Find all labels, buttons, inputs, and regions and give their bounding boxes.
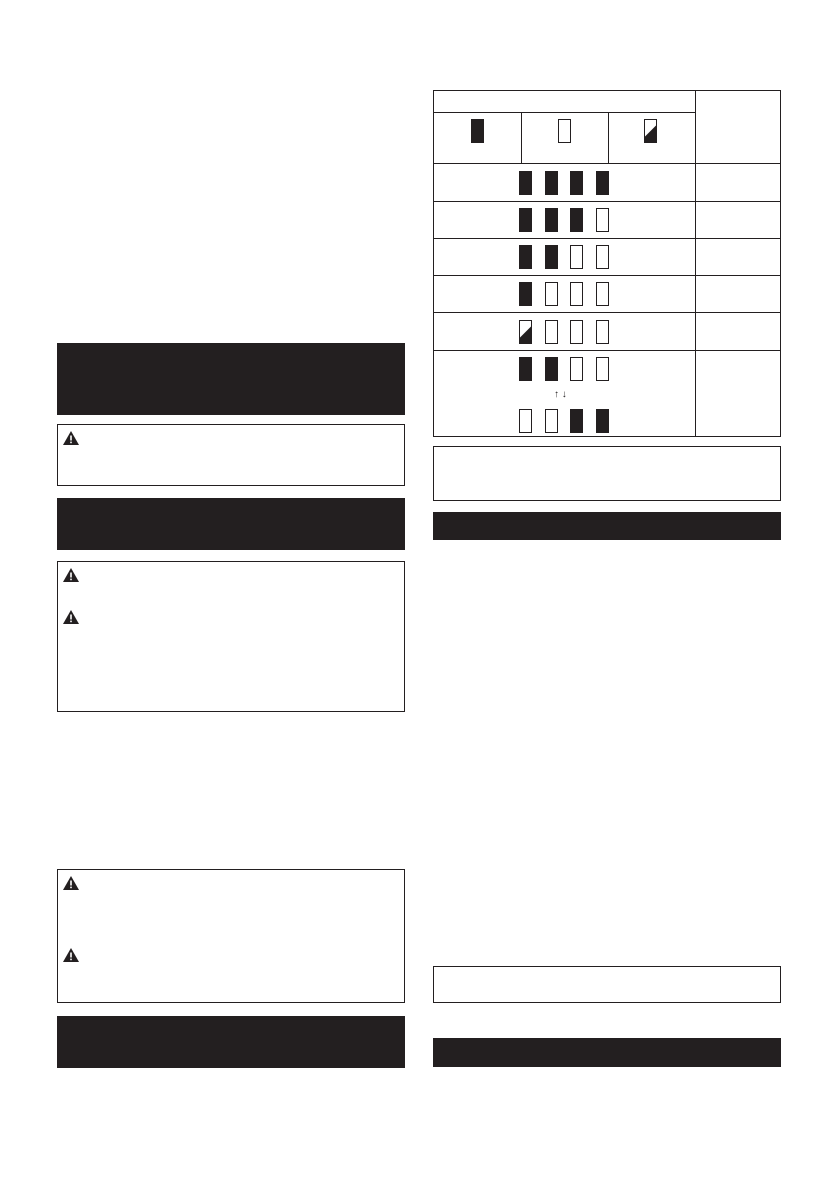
- indicator-segment-off: [570, 320, 583, 344]
- indicator-segment-lit: [519, 171, 532, 195]
- indicator-segment-off: [596, 282, 609, 306]
- indicator-segment-lit: [570, 171, 583, 195]
- legend-off-icon: [558, 119, 571, 143]
- indicator-segment-lit: [519, 208, 532, 232]
- indicator-segment-lit: [596, 171, 609, 195]
- indicator-segment-off: [596, 357, 609, 381]
- caution-box-2: [57, 561, 405, 712]
- indicator-segment-off: [596, 208, 609, 232]
- indicator-segment-off: [545, 409, 558, 433]
- caution-box-3: [57, 869, 405, 1003]
- section-heading-bar-2: [57, 498, 405, 550]
- section-heading-bar-5: [433, 1038, 781, 1067]
- indicator-segment-lit: [519, 357, 532, 381]
- alternate-arrows: ↑ ↓: [554, 389, 567, 400]
- note-box-1: [433, 446, 781, 501]
- indicator-segment-off: [545, 282, 558, 306]
- indicator-table: [433, 90, 781, 437]
- indicator-segment-off: [570, 357, 583, 381]
- indicator-segment-lit: [596, 409, 609, 433]
- section-heading-bar-1: [57, 343, 405, 415]
- indicator-segment-off: [596, 245, 609, 269]
- section-heading-bar-3: [57, 1016, 405, 1068]
- caution-box-1: [57, 424, 405, 486]
- indicator-segment-blinking: [519, 320, 532, 344]
- indicator-segment-lit: [545, 245, 558, 269]
- indicator-segment-lit: [545, 357, 558, 381]
- indicator-segment-off: [570, 282, 583, 306]
- note-box-2: [433, 966, 781, 1003]
- indicator-segment-off: [519, 409, 532, 433]
- indicator-segment-off: [596, 320, 609, 344]
- section-heading-bar-4: [433, 512, 781, 540]
- indicator-segment-lit: [519, 282, 532, 306]
- indicator-segment-off: [570, 245, 583, 269]
- indicator-segment-lit: [519, 245, 532, 269]
- indicator-segment-off: [545, 320, 558, 344]
- legend-blinking-icon: [644, 119, 657, 143]
- indicator-segment-lit: [570, 409, 583, 433]
- legend-lit-icon: [471, 119, 484, 143]
- indicator-segment-lit: [570, 208, 583, 232]
- indicator-segment-lit: [545, 171, 558, 195]
- indicator-segment-lit: [545, 208, 558, 232]
